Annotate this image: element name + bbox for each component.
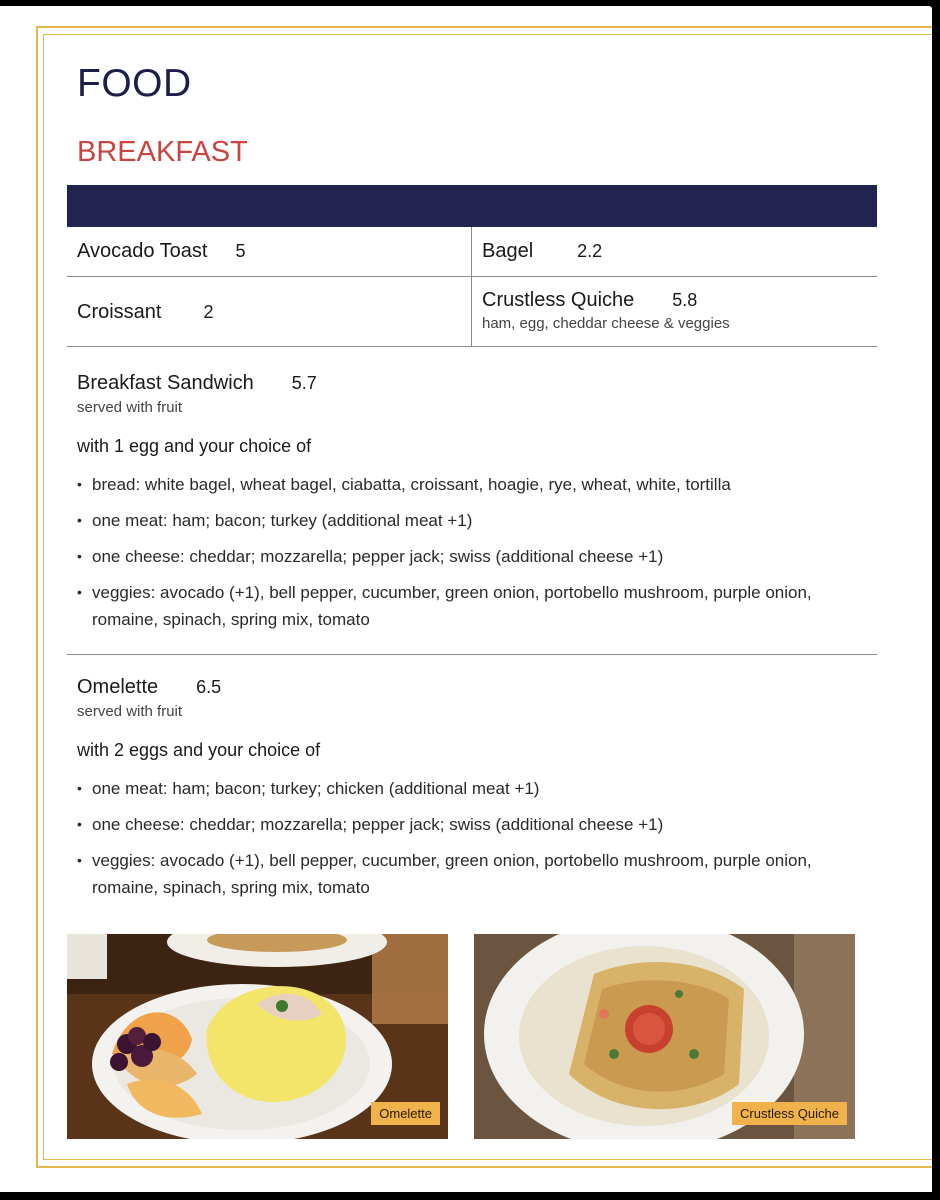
item-name: Crustless Quiche (482, 289, 635, 311)
option-veggies: • veggies: avocado (+1), bell pepper, cucumber, green onion, portobello mushroom, purple onion, romaine, spinach, spring mix, tomato (77, 579, 822, 633)
page-title: FOOD (77, 62, 192, 105)
item-name: Bagel (482, 240, 534, 262)
item-price: 6.5 (196, 677, 222, 697)
omelette-photo (67, 934, 448, 1139)
quiche-photo (474, 934, 855, 1139)
option-cheese: • one cheese: cheddar; mozzarella; pepper jack; swiss (additional cheese +1) (77, 811, 877, 838)
item-price: 5 (235, 241, 246, 261)
option-cheese: • one cheese: cheddar; mozzarella; pepper jack; swiss (additional cheese +1) (77, 543, 877, 570)
item-name: Breakfast Sandwich (77, 372, 254, 394)
menu-item-croissant (67, 277, 472, 346)
breakfast-sandwich-block (77, 372, 877, 642)
item-description: served with fruit (77, 399, 183, 416)
option-bread: • bread: white bagel, wheat bagel, ciabatta, croissant, hoagie, rye, wheat, white, tortilla (77, 471, 877, 498)
options-list (77, 775, 877, 901)
option-veggies: • veggies: avocado (+1), bell pepper, cucumber, green onion, portobello mushroom, purple onion, romaine, spinach, spring mix, tomato (77, 847, 822, 901)
omelette-block (77, 676, 877, 910)
option-meat: • one meat: ham; bacon; turkey; chicken (additional meat +1) (77, 775, 877, 802)
menu-item-avocado-toast (67, 227, 472, 276)
simple-items-grid (67, 227, 877, 347)
photo-caption: Crustless Quiche (732, 1102, 847, 1125)
menu-item-bagel (472, 227, 877, 276)
section-divider (67, 654, 877, 655)
item-description: ham, egg, cheddar cheese & veggies (482, 315, 730, 332)
item-name: Croissant (77, 301, 162, 323)
item-description: served with fruit (77, 703, 183, 720)
grid-row (67, 227, 877, 277)
item-name: Omelette (77, 676, 159, 698)
item-price: 5.7 (291, 373, 317, 393)
item-price: 2.2 (577, 241, 603, 261)
item-price: 5.8 (672, 290, 698, 310)
photo-caption: Omelette (371, 1102, 440, 1125)
item-name: Avocado Toast (77, 240, 208, 262)
options-list (77, 471, 877, 633)
menu-item-crustless-quiche (472, 277, 877, 346)
section-band (67, 185, 877, 227)
choice-heading: with 2 eggs and your choice of (77, 740, 321, 760)
choice-heading: with 1 egg and your choice of (77, 436, 312, 456)
option-meat: • one meat: ham; bacon; turkey (additional meat +1) (77, 507, 877, 534)
section-heading: BREAKFAST (77, 136, 248, 168)
item-price: 2 (203, 302, 214, 322)
grid-row (67, 277, 877, 347)
